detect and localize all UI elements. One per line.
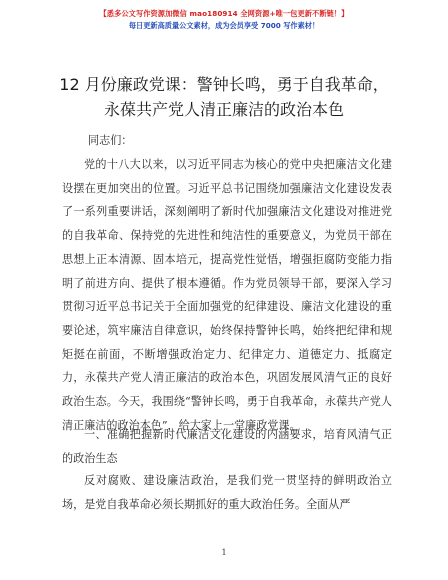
- section-heading-1: [62, 423, 392, 470]
- paragraph-text: 党的十八大以来，以习近平同志为核心的党中央把廉洁文化建设摆在更加突出的位置。习近平总书记围绕加强廉洁文化建设发表了一系列重要讲话，深刻阐明了新时代加强廉洁文化建设对推进党的自我革命、保持党的先进性和纯洁性的重要意义，为党员干部在思想上正本清源、固本培元，提高党性觉悟，增强拒腐防变能力指明了前进方向、提供了根本遵循。作为党员领导干部，要深入学习贯彻习近平总书记关于全面加强党的纪律建设、廉洁文化建设的重要论述，筑牢廉洁自律意识，始终保持警钟长鸣，始终把纪律和规矩挺在前面，不断增强政治定力、纪律定力、道德定力、抵腐定力，永葆共产党人清正廉洁的政治本色，巩固发展风清气正的良好政治生态。今天，我围绕“警钟长鸣，勇于自我革命，永葆共产党人清正廉洁的政治本色”，给大家上一堂廉政党课。: [62, 158, 392, 432]
- promo-banner-line1: 【悉多公文写作资源加微信 mao180914 全网资源+唯一包更新不断链！】: [99, 9, 349, 18]
- body-paragraph-1: [62, 153, 392, 437]
- salutation: 同志们：: [88, 134, 133, 147]
- promo-banner-line2: 每日更新高质量公文素材，成为会员享受 7000 写作素材！: [128, 21, 320, 30]
- paragraph-text: 反对腐败、建设廉洁政治，是我们党一贯坚持的鲜明政治立场，是党自我革命必须长期抓好的重大政治任务。全面从严: [62, 474, 392, 511]
- document-title-line1: 12 月份廉政党课：警钟长鸣，勇于自我革命，: [59, 75, 389, 94]
- page-number: 1: [221, 548, 227, 557]
- body-paragraph-2: [62, 469, 392, 516]
- section-heading-text: 一、准确把握新时代廉洁文化建设的内涵要求，培育风清气正的政治生态: [62, 428, 392, 465]
- document-title-line2: 永葆共产党人清正廉洁的政治本色: [103, 100, 344, 119]
